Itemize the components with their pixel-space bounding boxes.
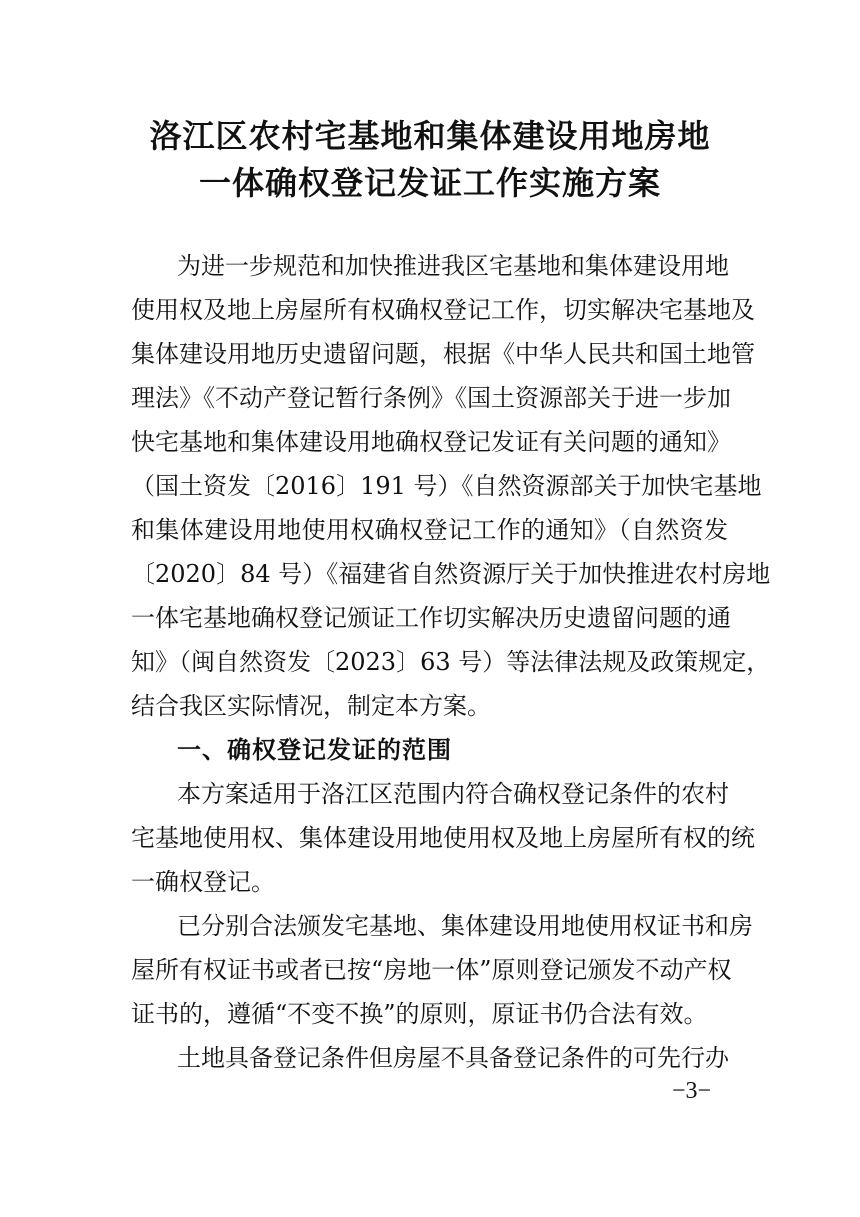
paragraph-text: 一确权登记。	[131, 868, 275, 896]
paragraph-text: 结合我区实际情况，制定本方案。	[131, 692, 491, 720]
paragraph-text: 一体宅基地确权登记颁证工作切实解决历史遗留问题的通	[131, 604, 731, 632]
document-title-line-2: 一体确权登记发证工作实施方案	[198, 164, 661, 202]
paragraph-text: 土地具备登记条件但房屋不具备登记条件的可先行办	[177, 1044, 729, 1072]
paragraph-text: 集体建设用地历史遗留问题，根据《中华人民共和国土地管	[131, 340, 755, 368]
paragraph-text: 知》（闽自然资发〔2023〕63 号）等法律法规及政策规定，	[131, 648, 771, 676]
paragraph-text: 和集体建设用地使用权确权登记工作的通知》（自然资发	[131, 516, 728, 544]
document-title-line-1: 洛江区农村宅基地和集体建设用地房地	[149, 117, 711, 155]
paragraph-text: 使用权及地上房屋所有权确权登记工作，切实解决宅基地及	[131, 296, 755, 324]
page-number: −3−	[672, 1078, 712, 1104]
paragraph-text: （国土资发〔2016〕191 号）《自然资源部关于加快宅基地	[131, 472, 762, 500]
paragraph-text: 宅基地使用权、集体建设用地使用权及地上房屋所有权的统	[131, 824, 755, 852]
section-heading: 一、确权登记发证的范围	[177, 736, 452, 764]
paragraph-text: 快宅基地和集体建设用地确权登记发证有关问题的通知》	[131, 428, 731, 456]
paragraph-text: 理法》《不动产登记暂行条例》《国土资源部关于进一步加	[131, 384, 731, 412]
paragraph-text: 〔2020〕84 号）《福建省自然资源厅关于加快推进农村房地	[131, 560, 771, 588]
paragraph-text: 证书的，遵循“不变不换”的原则，原证书仍合法有效。	[131, 1000, 708, 1028]
paragraph-text: 屋所有权证书或者已按“房地一体”原则登记颁发不动产权	[131, 956, 732, 984]
paragraph-text: 为进一步规范和加快推进我区宅基地和集体建设用地	[177, 252, 729, 280]
paragraph-text: 本方案适用于洛江区范围内符合确权登记条件的农村	[177, 780, 729, 808]
paragraph-text: 已分别合法颁发宅基地、集体建设用地使用权证书和房	[177, 912, 753, 940]
